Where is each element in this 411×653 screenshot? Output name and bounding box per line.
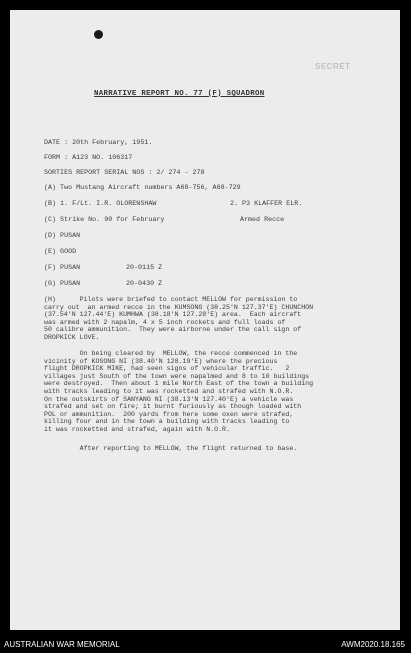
item-d: (D) PUSAN [44,232,81,240]
date-line: DATE : 20th February, 1951. [44,139,153,147]
form-line: FORM : A123 NO. 106317 [44,154,133,162]
item-g-place: (G) PUSAN [44,280,81,288]
report-title: NARRATIVE REPORT NO. 77 (F) SQUADRON [94,90,265,98]
paragraph-3: After reporting to MELLOW, the flight returned to base. [44,445,298,452]
item-b-pilot-1: (B) 1. F/Lt. I.R. OLORENSHAW [44,200,157,208]
item-b-pilot-2: 2. P3 KLAFFER ELR. [230,200,303,208]
paragraph-2: On being cleared by MELLOW, the recce commenced in the vicinity of KOSONG NI (38.40'N 128.19'E) where the precious flight DROPKICK MIKE, had seen signs of vehicular traffic. 2 villages just South of the town were napalmed and 8 to 10 buildings were destroyed. Then about 1 mile North East of the town a building with tracks leading to it was rocketted and strafed with N.O.R. On the outskirts of SANYANG NI (38.13'N 127.40'E) a vehicle was strafed and set on fire; it burnt furiously as though loaded with POL or ammunition. 200 yards from here some oxen were strafed, killing four and in the town a building with tracks leading to it was rocketted and strafed, again with N.O.R. [44,350,314,433]
item-g-time: 20-0430 Z [126,280,163,288]
sorties-line: SORTIES REPORT SERIAL NOS : 2/ 274 - 278 [44,169,205,177]
footer-bar [0,638,411,653]
item-f-place: (F) PUSAN [44,264,81,272]
security-stamp: SECRET [315,62,351,71]
paragraph-h: (H) Pilots were briefed to contact MELLOW for permission to carry out an armed recce in the KUMSONG (38.25'N 127.37'E) CHUNCHON (37.54'N 127.44'E) KUMHWA (38.18'N 127.28'E) area. Each aircraft was armed with 2 napalm, 4 x 5 inch rockets and full loads of 50 calibre ammunition. They were airborne under the call sign of DROPKICK LOVE. [44,296,314,341]
item-e: (E) GOOD [44,248,77,256]
item-a: (A) Two Mustang Aircraft numbers A68-756, A68-729 [44,184,241,192]
punch-hole [94,30,103,39]
footer-institution: AUSTRALIAN WAR MEMORIAL [4,640,120,649]
item-f-time: 20-0115 Z [126,264,163,272]
item-c-strike: (C) Strike No. 90 for February [44,216,165,224]
footer-accession-number: AWM2020.18.165 [341,640,405,649]
item-c-type: Armed Recce [240,216,285,224]
document-page [10,10,400,630]
